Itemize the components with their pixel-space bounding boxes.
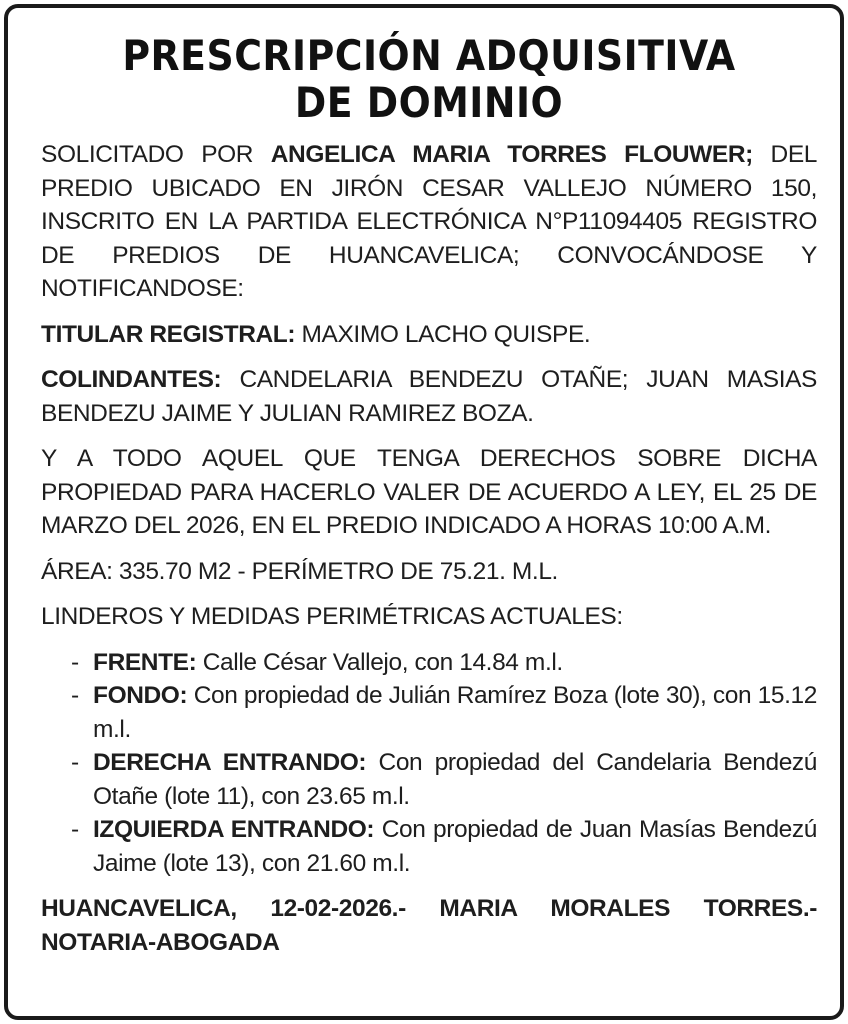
titular-value: MAXIMO LACHO QUISPE. [295,320,591,348]
lindero-text: Con propiedad de Juan Masías Bendezú Jaime (lote 13), con 21.60 m.l. [93,816,817,877]
notice-border [4,4,844,1020]
lindero-izquierda [41,813,817,880]
titular-paragraph [41,318,817,352]
intro-text: DEL PREDIO UBICADO EN JIRÓN CESAR VALLEJO NÚMERO 150, INSCRITO EN LA PARTIDA ELECTRÓNICA N°P11094405 REGISTRO DE PREDIOS DE HUANCAVELICA; CONVOCÁNDOSE Y NOTIFICANDOSE: [41,141,817,302]
lindero-derecha [41,746,817,813]
colindantes-label: COLINDANTES: [41,366,222,393]
lindero-label: IZQUIERDA ENTRANDO: [93,816,375,843]
notice-body [41,138,817,959]
lindero-text: Calle César Vallejo, con 14.84 m.l. [196,648,563,676]
lindero-label: FONDO: [93,682,188,709]
convocatoria-paragraph: Y A TODO AQUEL QUE TENGA DERECHOS SOBRE DICHA PROPIEDAD PARA HACERLO VALER DE ACUERDO A LEY, EL 25 DE MARZO DEL 2026, EN EL PREDIO INDICADO A HORAS 10:00 A.M. [41,445,817,539]
list-dash: - [71,816,79,843]
titular-label: TITULAR REGISTRAL: [41,320,296,348]
area-paragraph: ÁREA: 335.70 M2 - PERÍMETRO DE 75.21. M.L. [41,557,558,585]
title-line-2: DE DOMINIO [294,78,564,127]
colindantes-value: CANDELARIA BENDEZU OTAÑE; JUAN MASIAS BENDEZU JAIME Y JULIAN RAMIREZ BOZA. [41,366,817,427]
list-dash: - [71,682,79,709]
lindero-text: Con propiedad de Julián Ramírez Boza (lote 30), con 15.12 m.l. [93,682,817,743]
lindero-frente [41,646,817,680]
notice-title [41,32,817,126]
applicant-name: ANGELICA MARIA TORRES FLOUWER; [270,141,753,168]
colindantes-paragraph [41,363,817,430]
lindero-label: FRENTE: [93,648,197,676]
signature-paragraph: HUANCAVELICA, 12-02-2026.- MARIA MORALES TORRES.- NOTARIA-ABOGADA [41,895,817,956]
title-line-1: PRESCRIPCIÓN ADQUISITIVA [122,31,736,80]
intro-prefix: SOLICITADO POR [41,141,271,168]
list-dash: - [71,648,79,676]
list-dash: - [71,749,79,776]
lindero-fondo [41,679,817,746]
linderos-heading: LINDEROS Y MEDIDAS PERIMÉTRICAS ACTUALES: [41,603,623,630]
linderos-list [41,646,817,881]
notice-content [41,32,817,959]
lindero-text: Con propiedad del Candelaria Bendezú Otañe (lote 11), con 23.65 m.l. [93,749,817,810]
lindero-label: DERECHA ENTRANDO: [93,749,367,776]
intro-paragraph [41,138,817,306]
